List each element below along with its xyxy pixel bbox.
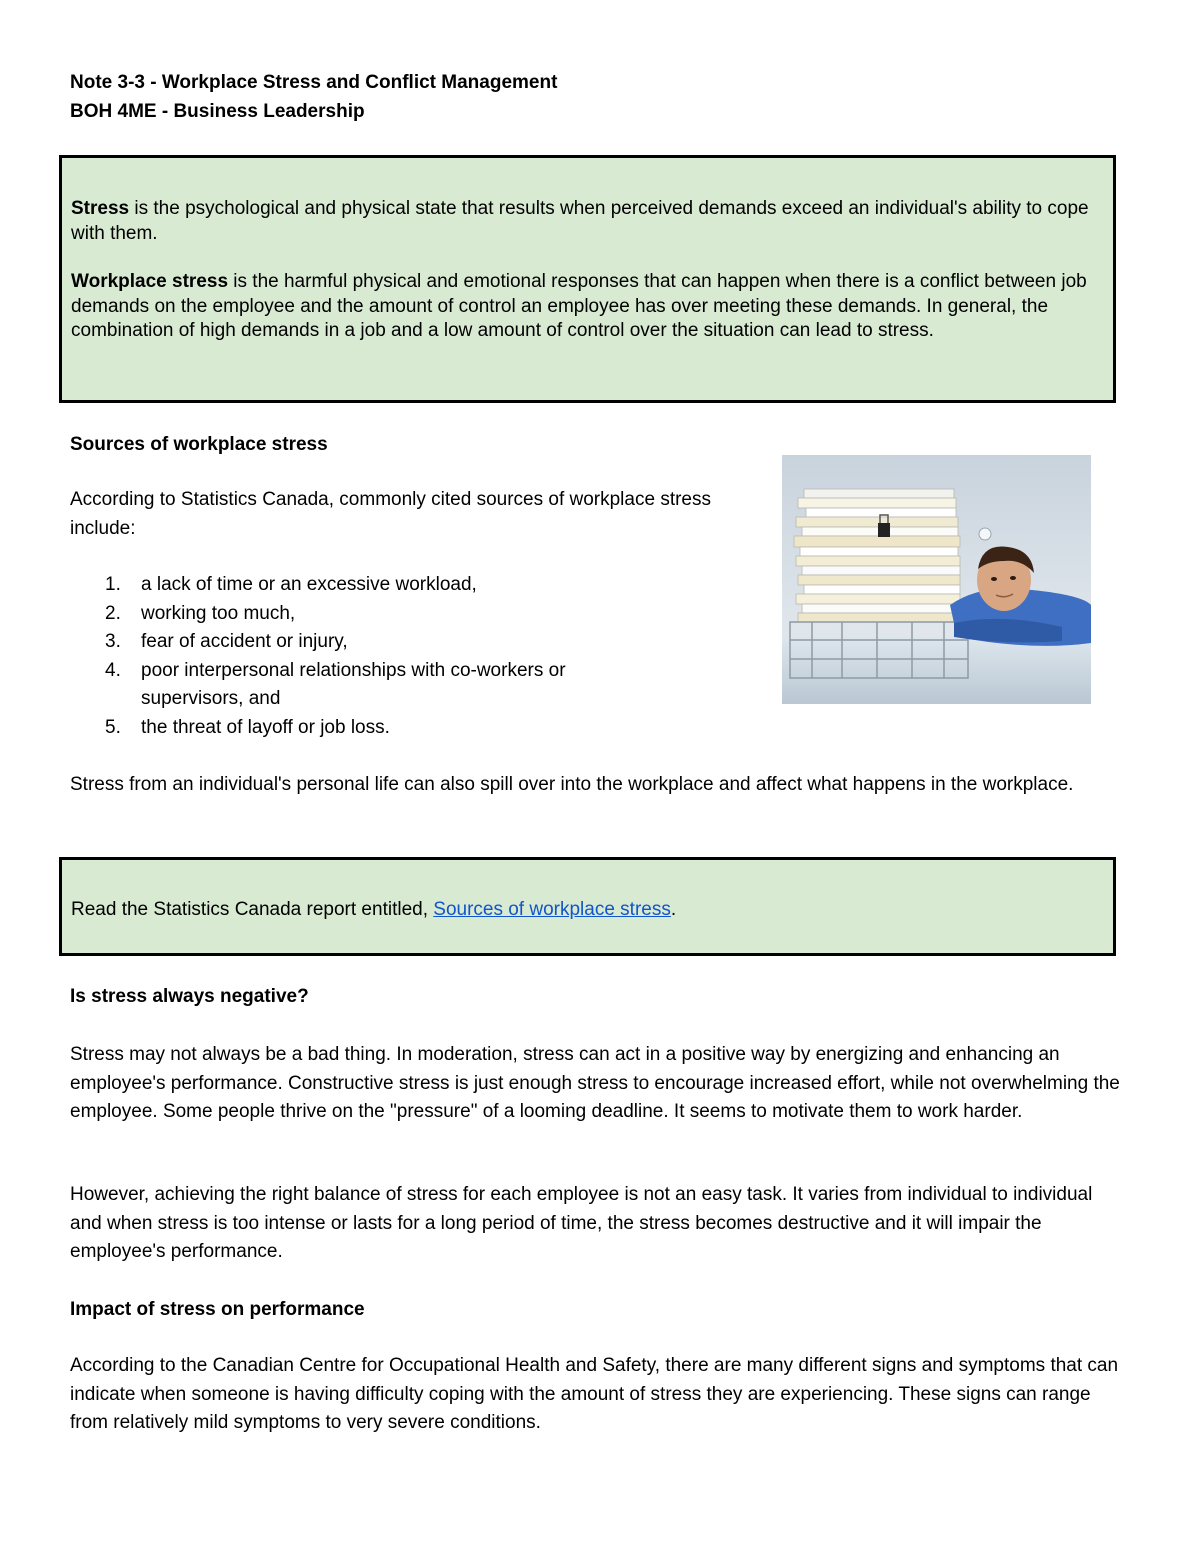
sources-closing: Stress from an individual's personal life can also spill over into the workplace and affect what happens in the workplace. [70,774,1074,795]
workplace-stress-definition [71,270,1106,344]
list-number: 2. [105,602,121,624]
list-item [70,657,630,714]
stressed-worker-photo [782,455,1091,704]
read-report-prefix: Read the Statistics Canada report entitled, [71,899,434,920]
sources-report-link[interactable]: Sources of workplace stress [433,899,671,920]
negative-paragraph-2: However, achieving the right balance of stress for each employee is not an easy task. It varies from individual to individual and when stress is too intense or lasts for a long period of time, the stress becomes destructive and it will impair the employee's performance. [70,1184,1093,1262]
list-text: poor interpersonal relationships with co-workers or supervisors, and [141,659,566,709]
negative-heading: Is stress always negative? [70,986,309,1007]
impact-paragraph: According to the Canadian Centre for Occupational Health and Safety, there are many different signs and symptoms that can indicate when someone is having difficulty coping with the amount of stress they are experiencing. These signs can range from relatively mild symptoms to very severe conditions. [70,1355,1119,1433]
paper-stack [794,489,960,622]
list-item [70,628,630,657]
read-report-text [71,898,1106,923]
read-report-box [59,857,1116,956]
list-number: 1. [105,574,121,595]
document-title: Note 3-3 - Workplace Stress and Conflict Management [70,72,558,93]
sources-list [70,571,630,742]
list-item [70,714,630,743]
list-number: 3. [105,631,121,652]
course-name: BOH 4ME - Business Leadership [70,101,365,122]
list-number: 5. [105,716,121,738]
impact-heading: Impact of stress on performance [70,1299,365,1320]
workplace-stress-definition-text: is the harmful physical and emotional responses that can happen when there is a conflict between job demands on the employee and the amount of control an employee has over meeting these demands. In general, the combination of high demands in a job and a low amount of control over the situation can lead to stress. [71,271,1087,341]
list-text: fear of accident or injury, [141,631,348,652]
stress-term: Stress [71,198,130,219]
list-text: the threat of layoff or job loss. [141,716,390,738]
read-report-suffix: . [670,899,677,920]
stress-definition [71,197,1106,246]
list-item [70,571,630,600]
list-number: 4. [105,659,121,681]
list-item [70,600,630,629]
workplace-stress-term: Workplace stress [71,271,229,292]
definitions-box [59,155,1116,403]
list-text: working too much, [141,602,296,624]
stress-definition-text: is the psychological and physical state that results when perceived demands exceed an individual's ability to cope with them. [71,198,1089,244]
negative-paragraph-1: Stress may not always be a bad thing. In moderation, stress can act in a positive way by energizing and enhancing an employee's performance. Constructive stress is just enough stress to encourage increased effort, while not overwhelming the employee. Some people thrive on the "pressure" of a looming deadline. It seems to motivate them to work harder. [70,1044,1120,1122]
sources-heading: Sources of workplace stress [70,434,328,455]
sources-intro: According to Statistics Canada, commonly cited sources of workplace stress include: [70,489,711,539]
definitions-text [71,197,1106,344]
list-text: a lack of time or an excessive workload, [141,574,477,595]
